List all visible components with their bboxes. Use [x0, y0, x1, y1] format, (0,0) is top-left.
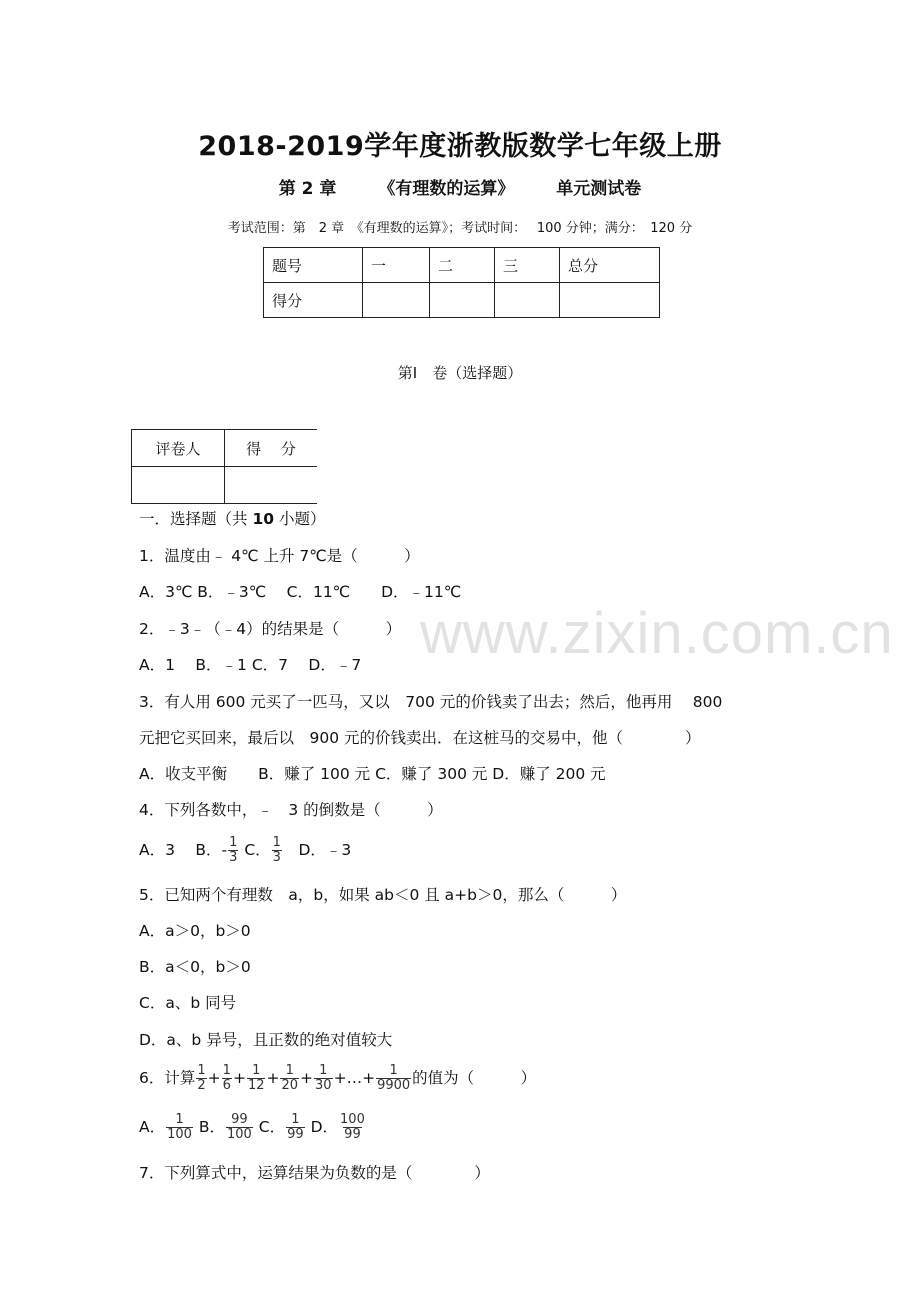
question-1-options: A．3℃ B．﹣3℃ C．11℃ D．﹣11℃ [139, 583, 462, 601]
q6-option-fraction [339, 1113, 366, 1142]
question-4-options [139, 836, 351, 865]
fraction-denominator: 100 [227, 1127, 252, 1142]
q6-option-fraction [226, 1113, 253, 1142]
q6-term-fraction [222, 1064, 232, 1093]
fraction-denominator: 6 [222, 1078, 231, 1093]
fraction-numerator: 1 [319, 1063, 328, 1078]
q4-option-d: D．﹣3 [282, 841, 352, 859]
document-subtitle [0, 174, 920, 199]
fraction-denominator: 20 [281, 1078, 299, 1093]
fraction-denominator: 99 [287, 1127, 304, 1142]
q6-term-fraction [280, 1064, 299, 1093]
question-1-stem: 1．温度由﹣ 4℃ 上升 7℃是（ ） [139, 547, 420, 565]
grader-col-reviewer: 评卷人 [132, 430, 225, 467]
fraction-denominator: 30 [315, 1078, 332, 1093]
fraction-denominator: 2 [197, 1078, 206, 1093]
score-table-header-row [264, 248, 660, 283]
watermark-text: www.zixin.com.cn [420, 601, 894, 666]
question-5-option-c: C．a、b 同号 [139, 994, 237, 1012]
q6-option-label: B． [198, 1118, 226, 1136]
question-3-stem-line2: 元把它买回来，最后以 900 元的价钱卖出．在这桩马的交易中，他（ ） [139, 729, 701, 747]
part-one-prefix: 一．选择题（共 [139, 510, 248, 528]
grader-cell-empty [132, 467, 225, 504]
grader-col-score: 得 分 [225, 430, 318, 467]
fraction-denominator: 3 [229, 850, 238, 865]
q6-term-fraction [247, 1064, 266, 1093]
q6-last-fraction [376, 1064, 411, 1093]
question-5-stem: 5．已知两个有理数 a，b，如果 ab＜0 且 a+b＞0，那么（ ） [139, 886, 627, 904]
score-header-cell: 题号 [264, 248, 363, 283]
score-table-score-row [264, 283, 660, 318]
score-cell-empty [560, 283, 660, 318]
q4-option-c-label: C． [239, 841, 271, 859]
fraction-numerator: 100 [340, 1112, 365, 1127]
score-row-label: 得分 [264, 283, 363, 318]
grader-table [131, 429, 317, 504]
subtitle-topic: 《有理数的运算》 [378, 179, 515, 199]
score-header-cell: 总分 [560, 248, 660, 283]
q4-option-b-fraction [228, 836, 238, 865]
question-2-options: A．1 B．﹣1 C．7 D．﹣7 [139, 656, 362, 674]
score-cell-empty [430, 283, 495, 318]
fraction-numerator: 1 [197, 1063, 206, 1078]
q6-stem-suffix: 的值为（ ） [412, 1069, 537, 1087]
score-cell-empty [363, 283, 430, 318]
q4-option-b-sign: - [221, 841, 228, 859]
question-3-stem-line1: 3．有人用 600 元买了一匹马，又以 700 元的价钱卖了出去；然后，他再用 800 [139, 693, 723, 711]
question-5-option-d: D．a、b 异号，且正数的绝对值较大 [139, 1031, 393, 1049]
document-title: 2018-2019学年度浙教版数学七年级上册 [198, 131, 722, 162]
fraction-numerator: 1 [229, 835, 238, 850]
grader-table-header-row [132, 430, 318, 467]
fraction-denominator: 3 [272, 850, 281, 865]
subtitle-test: 单元测试卷 [556, 179, 642, 199]
score-table [263, 247, 660, 318]
score-header-cell: 三 [495, 248, 560, 283]
question-6-options [139, 1113, 367, 1142]
grader-cell-empty [225, 467, 318, 504]
question-5-option-a: A．a＞0，b＞0 [139, 922, 251, 940]
fraction-numerator: 1 [272, 835, 281, 850]
question-2-stem: 2．﹣3﹣（﹣4）的结果是（ ） [139, 620, 402, 638]
question-3-options: A．收支平衡 B．赚了 100 元 C．赚了 300 元 D．赚了 200 元 [139, 765, 606, 783]
score-header-cell: 一 [363, 248, 430, 283]
fraction-denominator: 9900 [377, 1078, 411, 1093]
q6-option-label: D． [310, 1118, 339, 1136]
part-one-suffix: 小题） [278, 510, 326, 528]
question-6-stem: 6．计算 $\frac{1}{2}$ + $\frac{1}{6}$ + $\frac{1}{12}$ + $\frac{1}{20}$ + $\frac{1}{30}$ +…+ $\frac{1}{9900}$ 的值为（ ） [139, 1063, 537, 1093]
score-cell-empty [495, 283, 560, 318]
q6-option-fraction [166, 1113, 193, 1142]
question-7-stem: 7．下列算式中，运算结果为负数的是（ ） [139, 1164, 490, 1182]
q6-term-fraction [314, 1064, 333, 1093]
part-one-heading [139, 509, 325, 529]
fraction-numerator: 99 [231, 1112, 248, 1127]
grader-table-empty-row [132, 467, 318, 504]
score-header-cell: 二 [430, 248, 495, 283]
question-4-stem: 4．下列各数中，﹣ 3 的倒数是（ ） [139, 801, 443, 819]
fraction-numerator: 1 [291, 1112, 300, 1127]
fraction-numerator: 1 [252, 1063, 261, 1078]
q4-option-c-fraction [272, 836, 282, 865]
question-5-option-b: B．a＜0，b＞0 [139, 958, 251, 976]
fraction-denominator: 100 [167, 1127, 192, 1142]
subtitle-chapter: 第 2 章 [278, 179, 337, 199]
fraction-numerator: 1 [175, 1112, 184, 1127]
q4-option-a: A．3 B． [139, 841, 222, 859]
fraction-numerator: 1 [285, 1063, 294, 1078]
q6-option-fraction [286, 1113, 305, 1142]
q6-stem-prefix: 6．计算 [139, 1069, 196, 1087]
q6-option-label: C． [258, 1118, 286, 1136]
section-title: 第Ⅰ 卷（选择题） [397, 364, 523, 382]
part-one-count: 10 [252, 510, 275, 528]
fraction-denominator: 12 [247, 1078, 265, 1093]
exam-info: 考试范围：第 2 章 《有理数的运算》；考试时间： 100 分钟；满分： 120 分 [227, 221, 693, 236]
q6-ellipsis: +…+ [333, 1069, 376, 1087]
q6-option-label: A． [139, 1118, 166, 1136]
fraction-numerator: 1 [389, 1063, 398, 1078]
q6-term-fraction [196, 1064, 206, 1093]
fraction-numerator: 1 [222, 1063, 231, 1078]
fraction-denominator: 99 [344, 1127, 361, 1142]
